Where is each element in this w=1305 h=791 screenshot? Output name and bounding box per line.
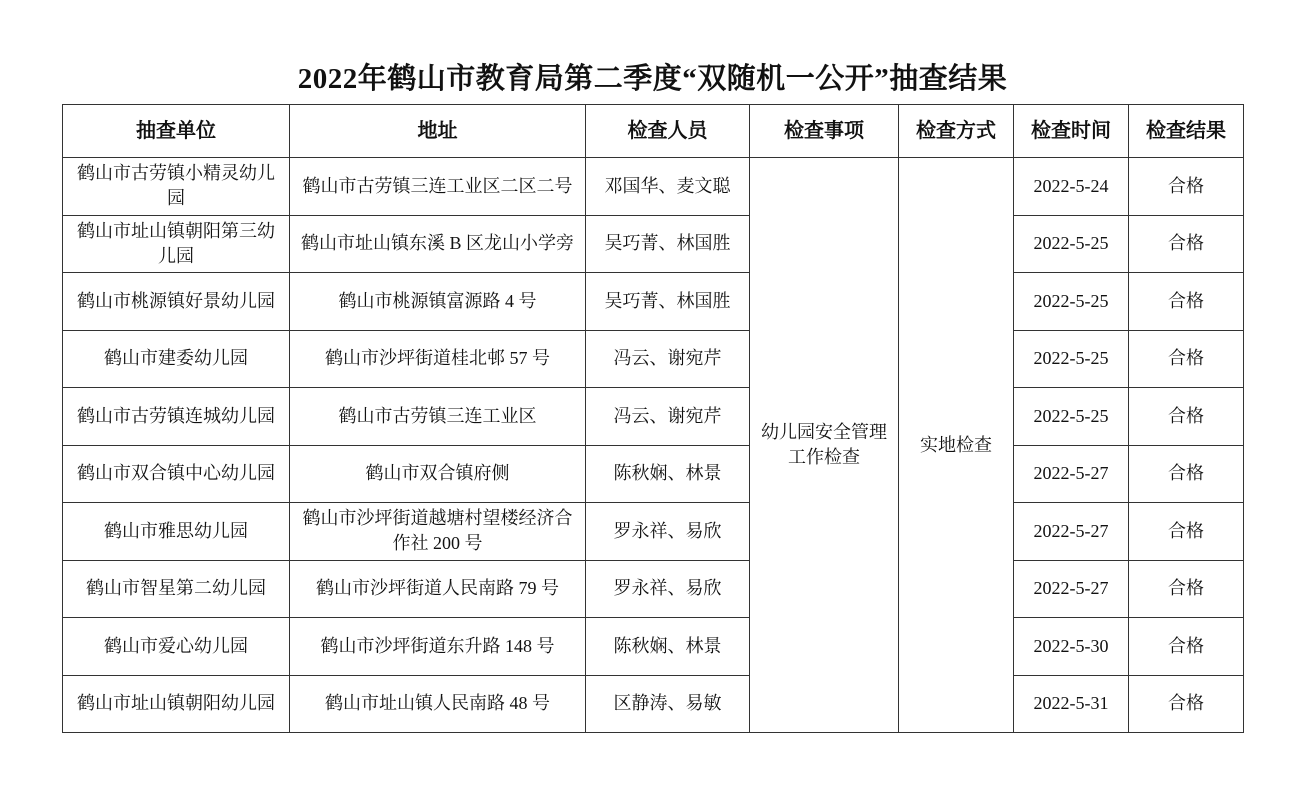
- cell-address: 鹤山市沙坪街道人民南路 79 号: [290, 560, 586, 618]
- table-header-row: [63, 105, 1244, 158]
- header-date: 检查时间: [1014, 105, 1129, 158]
- table-row: [63, 675, 1244, 733]
- inspection-results-table: [62, 104, 1244, 733]
- table-row: [63, 388, 1244, 446]
- cell-result: 合格: [1129, 388, 1244, 446]
- cell-date: 2022-5-27: [1014, 503, 1129, 561]
- cell-inspectors: 陈秋娴、林景: [586, 618, 750, 676]
- cell-date: 2022-5-25: [1014, 388, 1129, 446]
- header-method: 检查方式: [899, 105, 1014, 158]
- cell-inspectors: 冯云、谢宛芹: [586, 330, 750, 388]
- cell-address: 鹤山市址山镇东溪 B 区龙山小学旁: [290, 215, 586, 273]
- cell-unit: 鹤山市古劳镇连城幼儿园: [63, 388, 290, 446]
- cell-result: 合格: [1129, 503, 1244, 561]
- cell-address: 鹤山市古劳镇三连工业区二区二号: [290, 158, 586, 216]
- cell-unit: 鹤山市址山镇朝阳幼儿园: [63, 675, 290, 733]
- table-row: [63, 560, 1244, 618]
- cell-result: 合格: [1129, 560, 1244, 618]
- cell-method: 实地检查: [899, 158, 1014, 733]
- cell-unit: 鹤山市桃源镇好景幼儿园: [63, 273, 290, 331]
- document-title: 2022年鹤山市教育局第二季度“双随机一公开”抽查结果: [297, 63, 1008, 95]
- cell-address: 鹤山市双合镇府侧: [290, 445, 586, 503]
- cell-inspectors: 吴巧菁、林国胜: [586, 273, 750, 331]
- table-row: [63, 330, 1244, 388]
- cell-inspectors: 陈秋娴、林景: [586, 445, 750, 503]
- header-inspectors: 检查人员: [586, 105, 750, 158]
- cell-date: 2022-5-24: [1014, 158, 1129, 216]
- cell-address: 鹤山市沙坪街道东升路 148 号: [290, 618, 586, 676]
- header-address: 地址: [290, 105, 586, 158]
- cell-address: 鹤山市址山镇人民南路 48 号: [290, 675, 586, 733]
- cell-unit: 鹤山市建委幼儿园: [63, 330, 290, 388]
- cell-result: 合格: [1129, 273, 1244, 331]
- cell-result: 合格: [1129, 215, 1244, 273]
- table-row: [63, 158, 1244, 216]
- cell-unit: 鹤山市双合镇中心幼儿园: [63, 445, 290, 503]
- cell-date: 2022-5-31: [1014, 675, 1129, 733]
- cell-inspectors: 冯云、谢宛芹: [586, 388, 750, 446]
- cell-result: 合格: [1129, 445, 1244, 503]
- header-result: 检查结果: [1129, 105, 1244, 158]
- cell-address: 鹤山市桃源镇富源路 4 号: [290, 273, 586, 331]
- cell-result: 合格: [1129, 618, 1244, 676]
- table-row: [63, 215, 1244, 273]
- cell-date: 2022-5-27: [1014, 560, 1129, 618]
- cell-inspectors: 罗永祥、易欣: [586, 503, 750, 561]
- cell-date: 2022-5-30: [1014, 618, 1129, 676]
- cell-address: 鹤山市古劳镇三连工业区: [290, 388, 586, 446]
- cell-address: 鹤山市沙坪街道桂北邨 57 号: [290, 330, 586, 388]
- cell-date: 2022-5-25: [1014, 273, 1129, 331]
- cell-address: 鹤山市沙坪街道越塘村望楼经济合作社 200 号: [290, 503, 586, 561]
- cell-unit: 鹤山市爱心幼儿园: [63, 618, 290, 676]
- cell-item: 幼儿园安全管理工作检查: [750, 158, 899, 733]
- cell-date: 2022-5-25: [1014, 215, 1129, 273]
- cell-inspectors: 罗永祥、易欣: [586, 560, 750, 618]
- table-row: [63, 618, 1244, 676]
- cell-result: 合格: [1129, 330, 1244, 388]
- cell-unit: 鹤山市雅思幼儿园: [63, 503, 290, 561]
- cell-date: 2022-5-27: [1014, 445, 1129, 503]
- table-row: [63, 445, 1244, 503]
- cell-inspectors: 邓国华、麦文聪: [586, 158, 750, 216]
- cell-inspectors: 区静涛、易敏: [586, 675, 750, 733]
- cell-inspectors: 吴巧菁、林国胜: [586, 215, 750, 273]
- header-item: 检查事项: [750, 105, 899, 158]
- cell-result: 合格: [1129, 675, 1244, 733]
- cell-unit: 鹤山市古劳镇小精灵幼儿园: [63, 158, 290, 216]
- cell-result: 合格: [1129, 158, 1244, 216]
- header-unit: 抽查单位: [63, 105, 290, 158]
- cell-unit: 鹤山市址山镇朝阳第三幼儿园: [63, 215, 290, 273]
- cell-unit: 鹤山市智星第二幼儿园: [63, 560, 290, 618]
- table-row: [63, 503, 1244, 561]
- table-row: [63, 273, 1244, 331]
- cell-date: 2022-5-25: [1014, 330, 1129, 388]
